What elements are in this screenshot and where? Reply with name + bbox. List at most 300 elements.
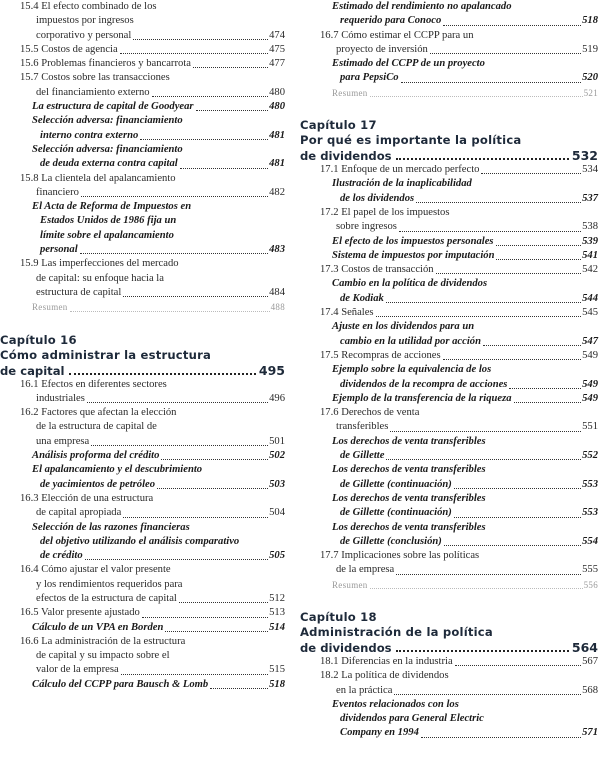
toc-entry <box>300 277 598 306</box>
toc-entry-page: 512 <box>269 592 285 604</box>
dot-leader <box>370 588 583 589</box>
toc-entry-text: Resumen <box>32 302 68 313</box>
toc-entry <box>0 492 285 521</box>
toc-entry-text: 17.7 Implicaciones sobre las políticas <box>320 550 480 562</box>
toc-entry-text: Sistema de impuestos por imputación <box>332 249 495 261</box>
toc-entry <box>0 43 285 57</box>
toc-entry-line-last <box>0 100 285 114</box>
toc-right-column <box>300 0 598 741</box>
toc-entry-page: 534 <box>582 164 598 176</box>
toc-entry-line <box>300 712 598 726</box>
chapter-18-title-line2 <box>300 640 598 655</box>
toc-entry <box>300 492 598 521</box>
toc-entry-line-last <box>300 578 598 592</box>
toc-entry-line-last <box>300 43 598 57</box>
toc-entry-text: de capital: su enfoque hacia la <box>36 272 164 284</box>
toc-entry-line-last <box>300 263 598 277</box>
toc-entry-line <box>0 521 285 535</box>
dot-leader <box>394 694 581 695</box>
toc-entry-page: 518 <box>582 15 598 27</box>
toc-entry-page: 520 <box>582 72 598 84</box>
toc-entry-page: 539 <box>582 235 598 247</box>
toc-entry-text: de Kodiak <box>340 292 384 304</box>
toc-entry-line <box>0 635 285 649</box>
toc-entry-text: La estructura de capital de Goodyear <box>32 101 194 113</box>
toc-entry <box>0 635 285 678</box>
dot-leader <box>386 302 581 303</box>
toc-entry-text: de yacimientos de petróleo <box>40 478 156 490</box>
toc-entry <box>300 57 598 86</box>
toc-entry-text: valor de la empresa <box>36 664 119 676</box>
toc-entry-text: Los derechos de venta transferibles <box>332 464 486 476</box>
toc-entry-text: Cálculo del CCPP para Bausch & Lomb <box>32 678 209 690</box>
toc-entry-page: 482 <box>269 186 285 198</box>
toc-entry-text: del objetivo utilizando el análisis comparativo <box>40 535 240 547</box>
toc-entry-page: 475 <box>269 43 285 55</box>
toc-entry-text: 16.3 Elección de una estructura <box>20 492 154 504</box>
toc-entry-text: Selección adversa: financiamiento <box>32 115 183 127</box>
toc-entry <box>0 300 285 314</box>
toc-entry-page: 481 <box>269 129 285 141</box>
toc-entry-line <box>300 320 598 334</box>
toc-entry <box>300 177 598 206</box>
toc-entry-text: 16.7 Cómo estimar el CCPP para un <box>320 29 474 41</box>
toc-entry-line <box>300 463 598 477</box>
toc-entry-line-last <box>0 621 285 635</box>
toc-entry-text: 16.5 Valor presente ajustado <box>20 607 140 619</box>
dot-leader <box>455 665 581 666</box>
dot-leader <box>443 25 581 26</box>
dot-leader <box>180 168 268 169</box>
toc-entry <box>300 655 598 669</box>
toc-entry <box>0 406 285 449</box>
toc-entry-line-last <box>300 249 598 263</box>
dot-leader <box>133 39 268 40</box>
toc-entry-page: 554 <box>582 535 598 547</box>
toc-entry-text: 18.2 La política de dividendos <box>320 670 449 682</box>
toc-entry-line <box>0 406 285 420</box>
toc-entry-line-last <box>300 684 598 698</box>
toc-entry <box>300 549 598 578</box>
dot-leader <box>140 139 268 140</box>
chapter-18-page: 564 <box>571 639 598 655</box>
toc-entry-page: 496 <box>269 392 285 404</box>
toc-entry-text: Resumen <box>332 87 368 98</box>
toc-entry-page: 480 <box>269 86 285 98</box>
toc-entry-line <box>0 378 285 392</box>
toc-entry-text: cambio en la utilidad por acción <box>340 335 481 347</box>
dot-leader <box>454 488 581 489</box>
toc-entry-text: personal <box>40 244 78 256</box>
toc-entry-line-last <box>0 592 285 606</box>
dot-leader <box>496 259 581 260</box>
toc-entry-text: 15.9 Las imperfecciones del mercado <box>20 258 179 270</box>
dot-leader <box>123 517 268 518</box>
toc-entry-line-last <box>300 349 598 363</box>
toc-entry-line <box>300 492 598 506</box>
toc-entry-line <box>0 214 285 228</box>
chapter-17-title-line2 <box>300 148 598 163</box>
toc-entry-text: Ejemplo sobre la equivalencia de los <box>332 364 492 376</box>
toc-entry-page: 503 <box>269 478 285 490</box>
dot-leader <box>210 688 268 689</box>
toc-entry <box>0 606 285 620</box>
toc-entry-text: de la estructura de capital de <box>36 421 157 433</box>
toc-entry-text: 16.2 Factores que afectan la elección <box>20 407 177 419</box>
toc-entry-page: 519 <box>582 43 598 55</box>
toc-entry <box>300 349 598 363</box>
toc-entry-page: 545 <box>582 307 598 319</box>
dot-leader <box>85 559 268 560</box>
toc-entry-page: 549 <box>582 349 598 361</box>
toc-entry-text: Análisis proforma del crédito <box>32 450 160 462</box>
toc-entry-line-last <box>0 549 285 563</box>
toc-entry-page: 547 <box>582 335 598 347</box>
toc-entry-line <box>0 14 285 28</box>
toc-entry-text: de Gillette (continuación) <box>340 478 452 490</box>
toc-entry <box>300 578 598 592</box>
toc-entry-text: 15.6 Problemas financieros y bancarrota <box>20 58 191 70</box>
toc-entry-text: de capital apropiada <box>36 507 122 519</box>
toc-entry-text: El apalancamiento y el descubrimiento <box>32 464 203 476</box>
dot-leader <box>443 359 582 360</box>
dot-leader <box>436 273 582 274</box>
dot-leader <box>120 53 268 54</box>
toc-entry-text: Estimado del rendimiento no apalancado <box>332 1 512 12</box>
dot-leader <box>483 345 581 346</box>
toc-entry <box>300 521 598 550</box>
toc-entry-page: 541 <box>582 249 598 261</box>
toc-entry-line <box>300 406 598 420</box>
toc-entry-text: interno contra externo <box>40 129 139 141</box>
toc-entry-text: impuestos por ingresos <box>36 15 134 27</box>
toc-entry <box>0 378 285 407</box>
toc-entry-page: 484 <box>269 286 285 298</box>
toc-entry-line-last <box>0 663 285 677</box>
toc-entry-page: 513 <box>269 607 285 619</box>
toc-entry-line <box>0 143 285 157</box>
toc-entry-line-last <box>0 678 285 692</box>
chapter-17-title-tail: de dividendos <box>300 149 392 164</box>
dot-leader <box>376 316 582 317</box>
toc-entry-text: 17.3 Costos de transacción <box>320 264 434 276</box>
toc-entry-line <box>300 206 598 220</box>
toc-entry-line <box>0 114 285 128</box>
toc-left-column <box>0 0 285 692</box>
toc-entry-line <box>0 463 285 477</box>
toc-entry-text: Selección de las razones financieras <box>32 521 190 533</box>
chapter-17-title-line1: Por qué es importante la política <box>300 133 522 148</box>
toc-entry-page: 552 <box>582 450 598 462</box>
toc-entry-text: Estados Unidos de 1986 fija un <box>40 215 177 227</box>
toc-entry-line-last <box>300 306 598 320</box>
toc-entry-line <box>300 0 598 14</box>
toc-entry-text: 18.1 Diferencias en la industria <box>320 655 453 667</box>
toc-entry-text: Ejemplo de la transferencia de la riqueza <box>332 392 512 404</box>
toc-entry <box>300 163 598 177</box>
toc-entry-text: 17.2 El papel de los impuestos <box>320 206 450 218</box>
toc-entry-text: de deuda externa contra capital <box>40 158 178 170</box>
chapter-17-entries <box>300 163 598 592</box>
dot-leader <box>514 402 582 403</box>
toc-entry <box>300 0 598 29</box>
toc-entry-text: 16.6 La administración de la estructura <box>20 635 186 647</box>
toc-entry-page: 514 <box>269 621 285 633</box>
toc-entry <box>300 698 598 741</box>
toc-entry <box>0 449 285 463</box>
toc-entry-text: Los derechos de venta transferibles <box>332 435 486 447</box>
toc-entry <box>0 100 285 114</box>
toc-entry-text: de crédito <box>40 550 83 562</box>
dot-leader <box>157 488 268 489</box>
toc-entry-page: 488 <box>270 302 285 313</box>
toc-entry-page: 504 <box>269 507 285 519</box>
toc-entry-text: Cambio en la política de dividendos <box>332 278 488 290</box>
toc-entry-line <box>0 563 285 577</box>
toc-entry-page: 521 <box>583 87 598 98</box>
toc-entry-line <box>0 172 285 186</box>
toc-entry <box>0 257 285 300</box>
toc-entry <box>0 57 285 71</box>
toc-entry-text: efectos de la estructura de capital <box>36 592 177 604</box>
toc-entry-page: 568 <box>582 684 598 696</box>
toc-entry <box>0 621 285 635</box>
toc-entry <box>300 235 598 249</box>
chapter-16-block <box>0 333 285 693</box>
toc-entry-line-last <box>300 220 598 234</box>
dot-leader <box>401 82 582 83</box>
chapter-17-page: 532 <box>571 148 598 164</box>
toc-entry-line-last <box>300 86 598 100</box>
toc-entry-text: de Gillette (continuación) <box>340 507 452 519</box>
dot-leader <box>481 173 581 174</box>
toc-entry <box>300 392 598 406</box>
toc-entry-text: 17.1 Enfoque de un mercado perfecto <box>320 164 480 176</box>
toc-entry-text: Cálculo de un VPA en Borden <box>32 621 164 633</box>
toc-entry-page: 555 <box>582 564 598 576</box>
toc-entry-line <box>0 229 285 243</box>
toc-entry <box>300 669 598 698</box>
toc-entry-line-last <box>0 186 285 200</box>
chapter-16-entries <box>0 378 285 693</box>
toc-entry-page: 515 <box>269 664 285 676</box>
toc-entry-text: límite sobre el apalancamiento <box>40 229 174 241</box>
toc-entry-page: 553 <box>582 507 598 519</box>
toc-entry-line <box>300 698 598 712</box>
toc-entry-page: 477 <box>269 58 285 70</box>
toc-entry-line-last <box>300 14 598 28</box>
toc-entry <box>0 0 285 43</box>
toc-entry-text: El efecto de los impuestos personales <box>332 235 494 247</box>
toc-entry-text: 15.8 La clientela del apalancamiento <box>20 172 176 184</box>
chapter-16-page: 495 <box>258 362 285 378</box>
toc-entry-text: 15.7 Costos sobre las transacciones <box>20 72 170 84</box>
toc-entries-chapter16-cont <box>300 0 598 100</box>
toc-entry-line-last <box>0 243 285 257</box>
chapter-18-title-tail: de dividendos <box>300 640 392 655</box>
toc-entry-text: 16.1 Efectos en diferentes sectores <box>20 378 167 390</box>
toc-entry-text: y los rendimientos requeridos para <box>36 578 183 590</box>
toc-entry-page: 518 <box>269 678 285 690</box>
toc-entry-line <box>300 363 598 377</box>
toc-entry-text: dividendos para General Electric <box>340 713 484 725</box>
toc-entry-text: 17.6 Derechos de venta <box>320 407 420 419</box>
toc-entry-line-last <box>0 29 285 43</box>
toc-entry-line-last <box>0 43 285 57</box>
toc-entry-page: 501 <box>269 435 285 447</box>
toc-entry-line-last <box>300 506 598 520</box>
chapter-16-title-line1: Cómo administrar la estructura <box>0 347 212 362</box>
toc-entry-text: Ilustración de la inaplicabilidad <box>332 178 472 190</box>
toc-entry-line <box>300 57 598 71</box>
chapter-18-block <box>300 610 598 741</box>
toc-entry-text: requerido para Conoco <box>340 15 442 27</box>
toc-entry-text: Eventos relacionados con los <box>332 698 459 710</box>
toc-entry <box>0 200 285 257</box>
toc-entry-line <box>0 71 285 85</box>
chapter-17-label: Capítulo 17 <box>300 118 377 133</box>
toc-entry <box>300 435 598 464</box>
dot-leader <box>509 388 581 389</box>
toc-entry <box>300 86 598 100</box>
toc-entry-text: transferibles <box>336 421 389 433</box>
toc-entry-line <box>0 257 285 271</box>
chapter-18-title-line1: Administración de la política <box>300 624 493 639</box>
toc-entry-page: 549 <box>582 378 598 390</box>
dot-leader <box>165 631 268 632</box>
toc-entry-line-last <box>300 420 598 434</box>
toc-entry <box>300 406 598 435</box>
toc-entry-text: industriales <box>36 392 85 404</box>
chapter-16-title-tail: de capital <box>0 363 65 378</box>
toc-entry <box>0 678 285 692</box>
chapter-16-title-line2 <box>0 363 285 378</box>
toc-entry-text: estructura de capital <box>36 286 122 298</box>
toc-entry <box>0 71 285 100</box>
toc-entry <box>300 29 598 58</box>
toc-entry-text: dividendos de la recompra de acciones <box>340 378 508 390</box>
dot-leader <box>142 617 268 618</box>
toc-entry-line <box>0 272 285 286</box>
toc-entry-line-last <box>300 192 598 206</box>
toc-entry-line <box>0 200 285 214</box>
toc-entry-text: de la empresa <box>336 564 395 576</box>
toc-entry-page: 537 <box>582 192 598 204</box>
toc-entry-text: proyecto de inversión <box>336 43 428 55</box>
toc-entry <box>0 521 285 564</box>
toc-entry-line-last <box>0 506 285 520</box>
toc-entry-line-last <box>300 71 598 85</box>
toc-entry-line-last <box>300 392 598 406</box>
toc-entry-text: 16.4 Cómo ajustar el valor presente <box>20 564 171 576</box>
toc-entry <box>0 172 285 201</box>
toc-entry-text: financiero <box>36 186 79 198</box>
toc-entry-text: 17.5 Recompras de acciones <box>320 349 441 361</box>
toc-entry-text: sobre ingresos <box>336 221 397 233</box>
dot-leader <box>430 53 581 54</box>
toc-entry <box>300 263 598 277</box>
toc-entry <box>300 320 598 349</box>
toc-entry-line-last <box>0 129 285 143</box>
toc-entry-text: de los dividendos <box>340 192 415 204</box>
toc-entry <box>300 249 598 263</box>
dot-leader <box>396 574 581 575</box>
toc-entry-text: Los derechos de venta transferibles <box>332 521 486 533</box>
toc-entry <box>300 363 598 392</box>
dot-leader <box>390 431 581 432</box>
dot-leader <box>444 545 581 546</box>
toc-entry-page: 571 <box>582 727 598 739</box>
toc-entry-text: en la práctica <box>336 684 393 696</box>
toc-entry-text: 15.4 El efecto combinado de los <box>20 1 157 12</box>
toc-entry-text: Estimado del CCPP de un proyecto <box>332 58 485 70</box>
toc-entry-text: una empresa <box>36 435 90 447</box>
toc-entry-line <box>0 492 285 506</box>
dot-leader <box>81 196 268 197</box>
toc-entry-line-last <box>0 157 285 171</box>
toc-entry-line-last <box>0 392 285 406</box>
toc-entry-line-last <box>300 449 598 463</box>
toc-entry-text: corporativo y personal <box>36 29 132 41</box>
toc-entry-line <box>0 578 285 592</box>
dot-leader <box>121 674 268 675</box>
dot-leader <box>396 650 569 652</box>
dot-leader <box>386 459 581 460</box>
toc-entry-line <box>300 435 598 449</box>
toc-entry-page: 480 <box>269 101 285 113</box>
dot-leader <box>123 296 268 297</box>
dot-leader <box>161 459 268 460</box>
toc-entry <box>0 143 285 172</box>
toc-entry-text: 15.5 Costos de agencia <box>20 43 118 55</box>
toc-entry-line-last <box>0 606 285 620</box>
chapter-18-entries <box>300 655 598 741</box>
toc-entries-chapter15 <box>0 0 285 315</box>
toc-entry-line <box>300 549 598 563</box>
toc-entry-page: 505 <box>269 550 285 562</box>
dot-leader <box>370 96 583 97</box>
toc-entry-line-last <box>300 655 598 669</box>
toc-entry-line-last <box>300 726 598 740</box>
toc-entry-text: El Acta de Reforma de Impuestos en <box>32 201 192 213</box>
dot-leader <box>152 96 269 97</box>
toc-entry-text: Los derechos de venta transferibles <box>332 492 486 504</box>
toc-entry-page: 551 <box>582 421 598 433</box>
dot-leader <box>80 253 268 254</box>
toc-entry-text: para PepsiCo <box>340 72 399 84</box>
dot-leader <box>454 517 581 518</box>
toc-entry-text: de Gillette <box>340 450 385 462</box>
toc-entry-text: Ajuste en los dividendos para un <box>332 321 475 333</box>
toc-entry <box>300 206 598 235</box>
toc-entry <box>300 306 598 320</box>
toc-entry-line <box>0 649 285 663</box>
toc-entry-page: 542 <box>582 264 598 276</box>
dot-leader <box>193 67 268 68</box>
dot-leader <box>496 245 582 246</box>
dot-leader <box>87 402 268 403</box>
toc-entry-line <box>0 420 285 434</box>
toc-entry-line <box>0 0 285 14</box>
toc-entry-line-last <box>0 286 285 300</box>
toc-entry-page: 538 <box>582 221 598 233</box>
toc-entry-page: 553 <box>582 478 598 490</box>
toc-entry-line <box>300 669 598 683</box>
toc-entry-line-last <box>300 378 598 392</box>
toc-entry-text: Selección adversa: financiamiento <box>32 143 183 155</box>
toc-entry <box>0 463 285 492</box>
toc-entry-text: de Gillette (conclusión) <box>340 535 442 547</box>
